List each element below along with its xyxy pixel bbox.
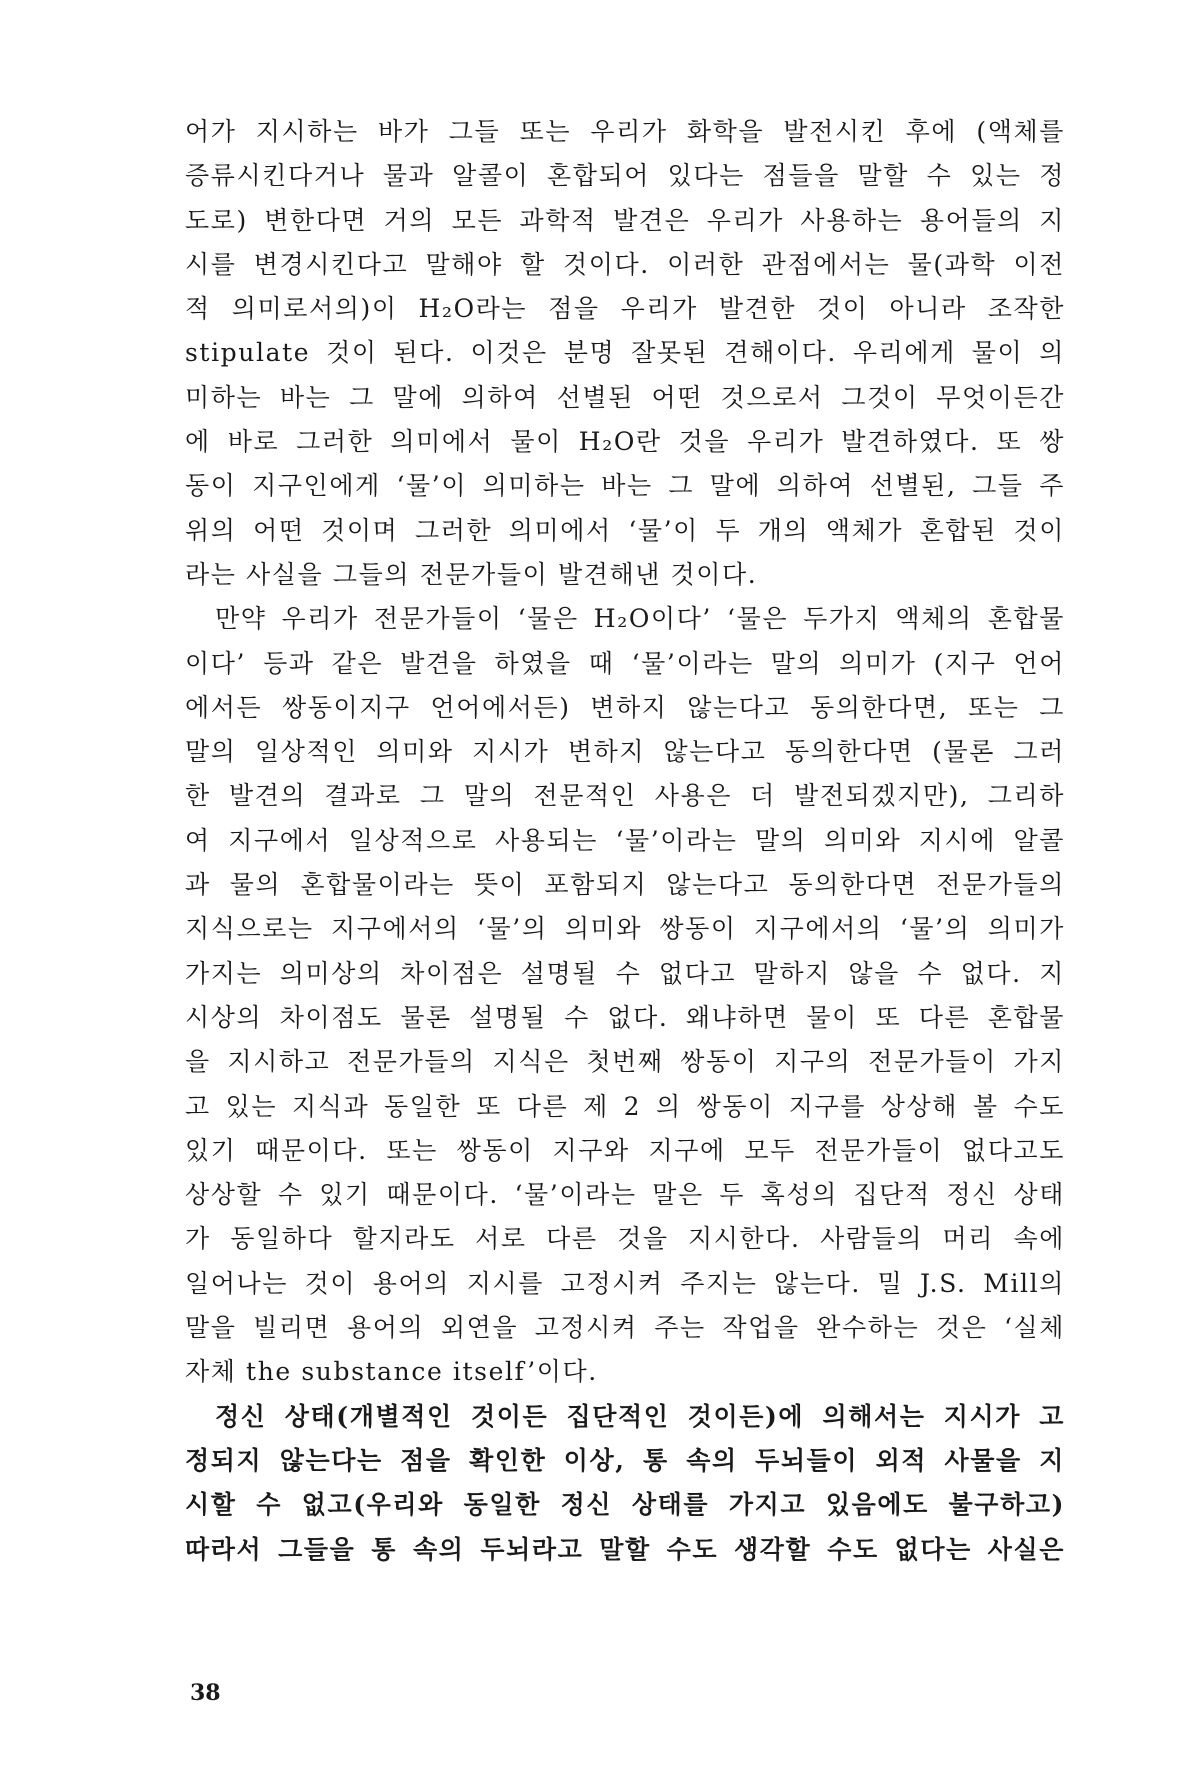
text-line: 위의 어떤 것이며 그러한 의미에서 ‘물’이 두 개의 액체가 혼합된 것이 xyxy=(185,515,1065,545)
text-line: 시를 변경시킨다고 말해야 할 것이다. 이러한 관점에서는 물(과학 이전 xyxy=(185,249,1065,279)
text-line: 여 지구에서 일상적으로 사용되는 ‘물’이라는 말의 의미와 지시에 알콜 xyxy=(185,825,1065,855)
text-line: 이다’ 등과 같은 발견을 하였을 때 ‘물’이라는 말의 의미가 (지구 언어 xyxy=(185,648,1065,678)
paragraph-1 xyxy=(185,110,1065,597)
text-line: 만약 우리가 전문가들이 ‘물은 H₂O이다’ ‘물은 두가지 액체의 혼합물 xyxy=(215,604,1065,634)
text-line: 과 물의 혼합물이라는 뜻이 포함되지 않는다고 동의한다면 전문가들의 xyxy=(185,870,1065,900)
text-line: 가 동일하다 할지라도 서로 다른 것을 지시한다. 사람들의 머리 속에 xyxy=(185,1224,1065,1254)
paragraph-3 xyxy=(185,1395,1065,1572)
text-line: 일어나는 것이 용어의 지시를 고정시켜 주지는 않는다. 밀 J.S. Mill의 xyxy=(185,1268,1065,1298)
text-line: 미하는 바는 그 말에 의하여 선별된 어떤 것으로서 그것이 무엇이든간 xyxy=(185,382,1065,412)
text-line: 정되지 않는다는 점을 확인한 이상, 통 속의 두뇌들이 외적 사물을 지 xyxy=(185,1445,1065,1475)
text-line: stipulate 것이 된다. 이것은 분명 잘못된 견해이다. 우리에게 물이 의 xyxy=(185,338,1065,368)
text-line: 정신 상태(개별적인 것이든 집단적인 것이든)에 의해서는 지시가 고 xyxy=(215,1401,1065,1431)
text-line: 가지는 의미상의 차이점은 설명될 수 없다고 말하지 않을 수 없다. 지 xyxy=(185,958,1065,988)
text-line: 에 바로 그러한 의미에서 물이 H₂O란 것을 우리가 발견하였다. 또 쌍 xyxy=(185,427,1065,457)
text-line: 따라서 그들을 통 속의 두뇌라고 말할 수도 생각할 수도 없다는 사실은 xyxy=(185,1534,1065,1564)
text-line: 을 지시하고 전문가들의 지식은 첫번째 쌍동이 지구의 전문가들이 가지 xyxy=(185,1047,1065,1077)
text-line: 자체 the substance itself’이다. xyxy=(185,1357,598,1387)
text-line: 한 발견의 결과로 그 말의 전문적인 사용은 더 발전되겠지만), 그리하 xyxy=(185,781,1065,811)
text-line: 에서든 쌍동이지구 언어에서든) 변하지 않는다고 동의한다면, 또는 그 xyxy=(185,692,1065,722)
text-line: 고 있는 지식과 동일한 또 다른 제 2 의 쌍동이 지구를 상상해 볼 수도 xyxy=(185,1091,1065,1121)
paragraph-2 xyxy=(185,597,1065,1394)
text-line: 시할 수 없고(우리와 동일한 정신 상태를 가지고 있음에도 불구하고) xyxy=(185,1490,1065,1520)
text-line: 증류시킨다거나 물과 알콜이 혼합되어 있다는 점들을 말할 수 있는 정 xyxy=(185,161,1065,191)
text-line: 라는 사실을 그들의 전문가들이 발견해낸 것이다. xyxy=(185,559,758,589)
text-line: 지식으로는 지구에서의 ‘물’의 의미와 쌍동이 지구에서의 ‘물’의 의미가 xyxy=(185,914,1065,944)
text-line: 말을 빌리면 용어의 외연을 고정시켜 주는 작업을 완수하는 것은 ‘실체 xyxy=(185,1313,1065,1343)
text-line: 시상의 차이점도 물론 설명될 수 없다. 왜냐하면 물이 또 다른 혼합물 xyxy=(185,1002,1065,1032)
text-line: 동이 지구인에게 ‘물’이 의미하는 바는 그 말에 의하여 선별된, 그들 주 xyxy=(185,471,1065,501)
text-line: 적 의미로서의)이 H₂O라는 점을 우리가 발견한 것이 아니라 조작한 xyxy=(185,294,1065,324)
text-line: 도로) 변한다면 거의 모든 과학적 발견은 우리가 사용하는 용어들의 지 xyxy=(185,205,1065,235)
page-number: 38 xyxy=(190,1680,221,1706)
text-line: 어가 지시하는 바가 그들 또는 우리가 화학을 발전시킨 후에 (액체를 xyxy=(185,117,1065,146)
text-line: 있기 때문이다. 또는 쌍동이 지구와 지구에 모두 전문가들이 없다고도 xyxy=(185,1135,1065,1165)
text-line: 상상할 수 있기 때문이다. ‘물’이라는 말은 두 혹성의 집단적 정신 상태 xyxy=(185,1180,1065,1210)
page-body xyxy=(185,110,1065,1572)
text-line: 말의 일상적인 의미와 지시가 변하지 않는다고 동의한다면 (물론 그러 xyxy=(185,737,1065,767)
